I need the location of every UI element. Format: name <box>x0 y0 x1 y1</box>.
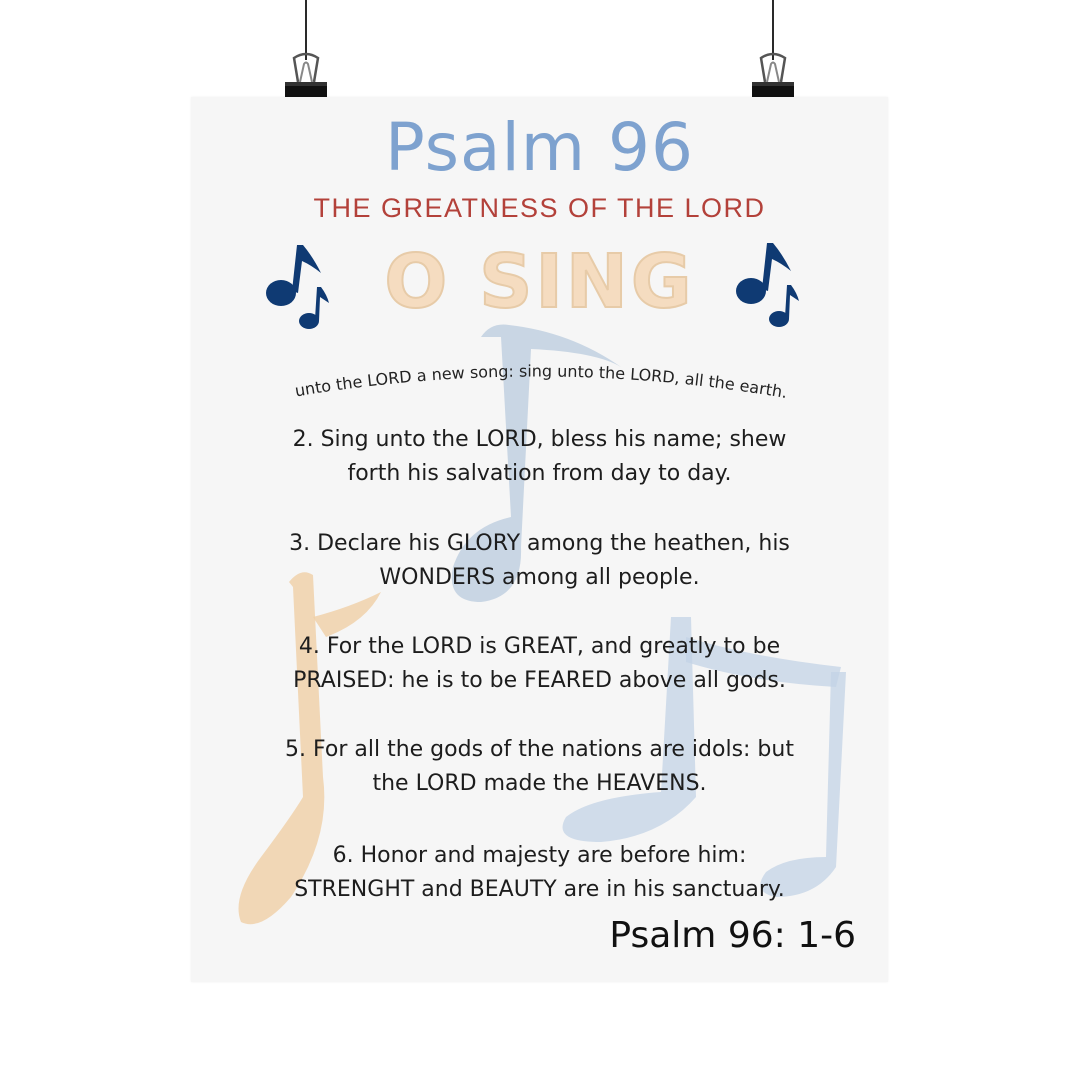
scripture-reference: Psalm 96: 1-6 <box>609 915 856 956</box>
opening-line: unto the LORD a new song: sing unto the LORD, all the earth. <box>293 361 789 403</box>
poster <box>191 97 888 982</box>
verse-line: STRENGHT and BEAUTY are in his sanctuary. <box>294 877 785 902</box>
poster-subtitle: THE GREATNESS OF THE LORD <box>313 193 766 223</box>
poster-title: Psalm 96 <box>384 109 695 186</box>
verse-4 <box>211 630 868 698</box>
opening-line-arc <box>191 347 888 417</box>
verse-line: 4. For the LORD is GREAT, and greatly to be <box>298 634 781 659</box>
verse-3 <box>211 527 868 595</box>
music-notes-icon <box>731 235 801 335</box>
verse-line: 3. Declare his GLORY among the heathen, his <box>289 531 790 556</box>
headline: O SING <box>384 239 695 325</box>
verse-line: forth his salvation from day to day. <box>347 461 732 486</box>
verse-line: 5. For all the gods of the nations are idols: but <box>285 737 794 762</box>
verse-line: PRAISED: he is to be FEARED above all gods. <box>293 668 786 693</box>
hanging-wire-left <box>305 0 307 60</box>
verse-line: 6. Honor and majesty are before him: <box>332 843 747 868</box>
verse-line: 2. Sing unto the LORD, bless his name; shew <box>292 427 787 452</box>
verse-6 <box>211 839 868 907</box>
verse-2 <box>211 423 868 491</box>
hanging-wire-right <box>772 0 774 60</box>
verse-line: the LORD made the HEAVENS. <box>372 771 707 796</box>
verse-5 <box>211 733 868 801</box>
verse-line: WONDERS among all people. <box>379 565 700 590</box>
